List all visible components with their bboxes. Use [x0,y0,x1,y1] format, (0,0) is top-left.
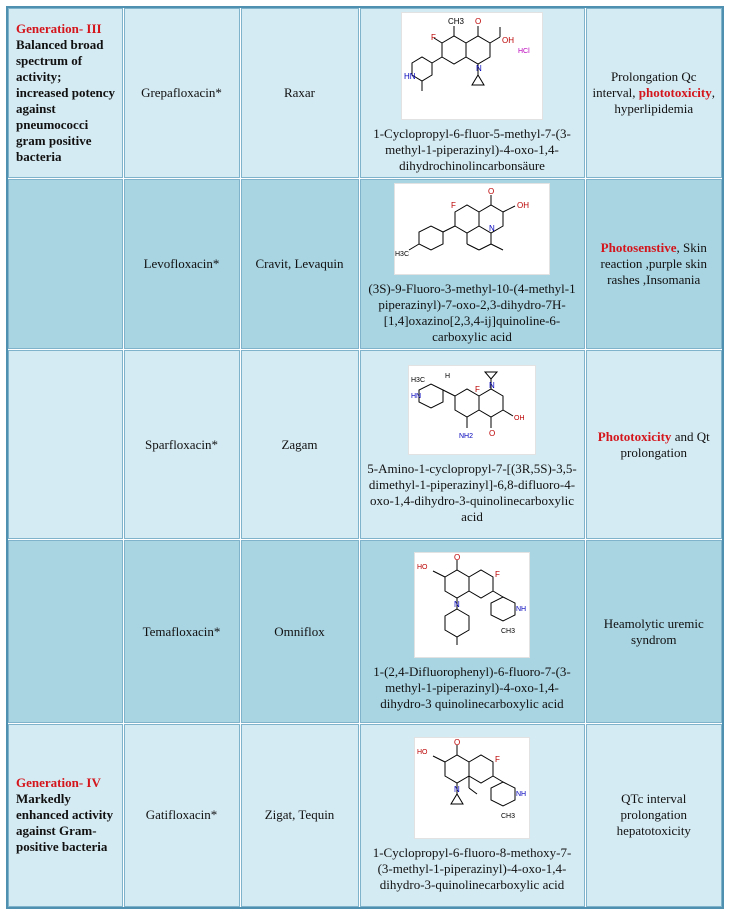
effects-highlight: phototoxicity [638,85,712,100]
struct-label-nitrogen: N [454,785,460,795]
struct-label-amine: HN [411,392,422,400]
adverse-effects [585,7,723,179]
generation-cell [7,7,123,179]
adverse-effects [585,179,723,350]
effects-text-rest: and Qt prolongation [620,428,710,460]
generation-cell [7,179,123,350]
struct-label-amine: NH [516,605,527,613]
drug-name: Gatifloxacin* [123,724,240,908]
struct-label-methyl: CH3 [448,17,465,26]
iupac-name: 1-Cyclopropyl-6-fluor-5-methyl-7-(3-methyl-1-piperazinyl)-4-oxo-1,4-dihydrochinolincarbonsäure [373,126,571,173]
iupac-name: 1-Cyclopropyl-6-fluoro-8-methoxy-7-(3-methyl-1-piperazinyl)-4-oxo-1,4-dihydro-3-quinolinecarboxylic acid [372,845,572,893]
struct-label-methyl: H3C [411,376,426,384]
brand-name: Raxar [240,7,359,179]
struct-label-methyl: CH3 [501,627,516,635]
struct-label-oxygen: O [475,17,482,26]
struct-label-amine: NH [516,791,527,799]
structure-image [414,552,530,658]
generation-label: Generation- IV [16,775,101,791]
structure-image [414,737,530,839]
adverse-effects [585,724,723,908]
iupac-name: (3S)-9-Fluoro-3-methyl-10-(4-methyl-1 piperazinyl)-7-oxo-2,3-dihydro-7H-[1,4]oxazino[2,3,4-ij]quinoline-6-carboxylic acid [368,281,576,344]
struct-label-amine: HN [404,72,416,81]
generation-cell [7,724,123,908]
generation-description: Balanced broad spectrum of activity; increased potency against pneumococci gram positive bacteria [16,37,116,164]
effects-text-rest: , Skin reaction ,purple skin rashes ,Insomania [600,240,707,287]
structure-image [408,365,536,455]
adverse-effects [585,350,723,540]
brand-name: Omniflox [240,540,359,724]
struct-label-fluoro: F [495,755,500,765]
struct-label-hydroxyl: HO [417,563,428,571]
structure-cell [359,540,585,724]
struct-label-fluoro: F [451,201,456,210]
generation-description: Markedly enhanced activity against Gram-positive bacteria [16,791,114,855]
struct-label-hydrogen: H [445,372,451,380]
struct-label-hydroxyl: OH [517,201,529,210]
effects-text-rest: , hyperlipidemia [614,85,715,116]
drug-name: Levofloxacin* [123,179,240,350]
structure-cell [359,724,585,908]
effects-highlight: Phototoxicity [597,428,672,444]
struct-label-hydroxyl: OH [514,414,525,422]
brand-name: Cravit, Levaquin [240,179,359,350]
struct-label-hydroxyl: HO [417,749,428,757]
generation-label: Generation- III [16,21,102,36]
struct-label-fluoro: F [475,384,480,394]
struct-label-nitrogen: N [489,380,495,390]
structure-cell [359,7,585,179]
struct-label-oxygen: O [454,738,461,748]
struct-label-hcl: HCl [518,48,530,55]
structure-cell [359,350,585,540]
table-row [7,724,723,908]
struct-label-methyl: H3C [395,251,410,258]
table-row [7,350,723,540]
generation-cell [7,350,123,540]
iupac-name: 5-Amino-1-cyclopropyl-7-[(3R,5S)-3,5-dimethyl-1-piperazinyl]-6,8-difluoro-4-oxo-1,4-dihydro-3-quinolinecarboxylic acid [367,460,577,524]
effects-text-rest: Heamolytic uremic syndrom [603,615,704,647]
brand-name: Zigat, Tequin [240,724,359,908]
struct-label-nitrogen: N [454,599,460,609]
drug-name: Grepafloxacin* [123,7,240,179]
struct-label-fluoro: F [495,569,500,579]
generation-cell [7,540,123,724]
struct-label-oxygen: O [488,187,495,196]
effects-text-rest: QTc interval prolongation hepatotoxicity [616,791,691,839]
drug-name: Temafloxacin* [123,540,240,724]
drug-name: Sparfloxacin* [123,350,240,540]
struct-label-hydroxyl: OH [502,36,514,45]
struct-label-amino: NH2 [459,432,474,440]
effects-highlight: Photosenstive [600,240,677,255]
structure-cell [359,179,585,350]
brand-name: Zagam [240,350,359,540]
structure-image [401,12,543,120]
struct-label-oxygen: O [489,428,496,438]
table-row [7,540,723,724]
iupac-name: 1-(2,4-Difluorophenyl)-6-fluoro-7-(3-methyl-1-piperazinyl)-4-oxo-1,4-dihydro-3 quinolinecarboxylic acid [373,663,571,711]
structure-image [394,183,550,275]
effects-text: Prolongation Qc interval, [592,69,697,100]
struct-label-nitrogen: N [489,224,495,233]
table-row [7,7,723,179]
struct-label-fluoro: F [431,33,436,42]
struct-label-oxygen: O [454,552,461,562]
table-row [7,179,723,350]
adverse-effects [585,540,723,724]
struct-label-nitrogen: N [476,64,482,73]
struct-label-methyl: CH3 [501,813,516,821]
quinolone-table [6,6,724,909]
